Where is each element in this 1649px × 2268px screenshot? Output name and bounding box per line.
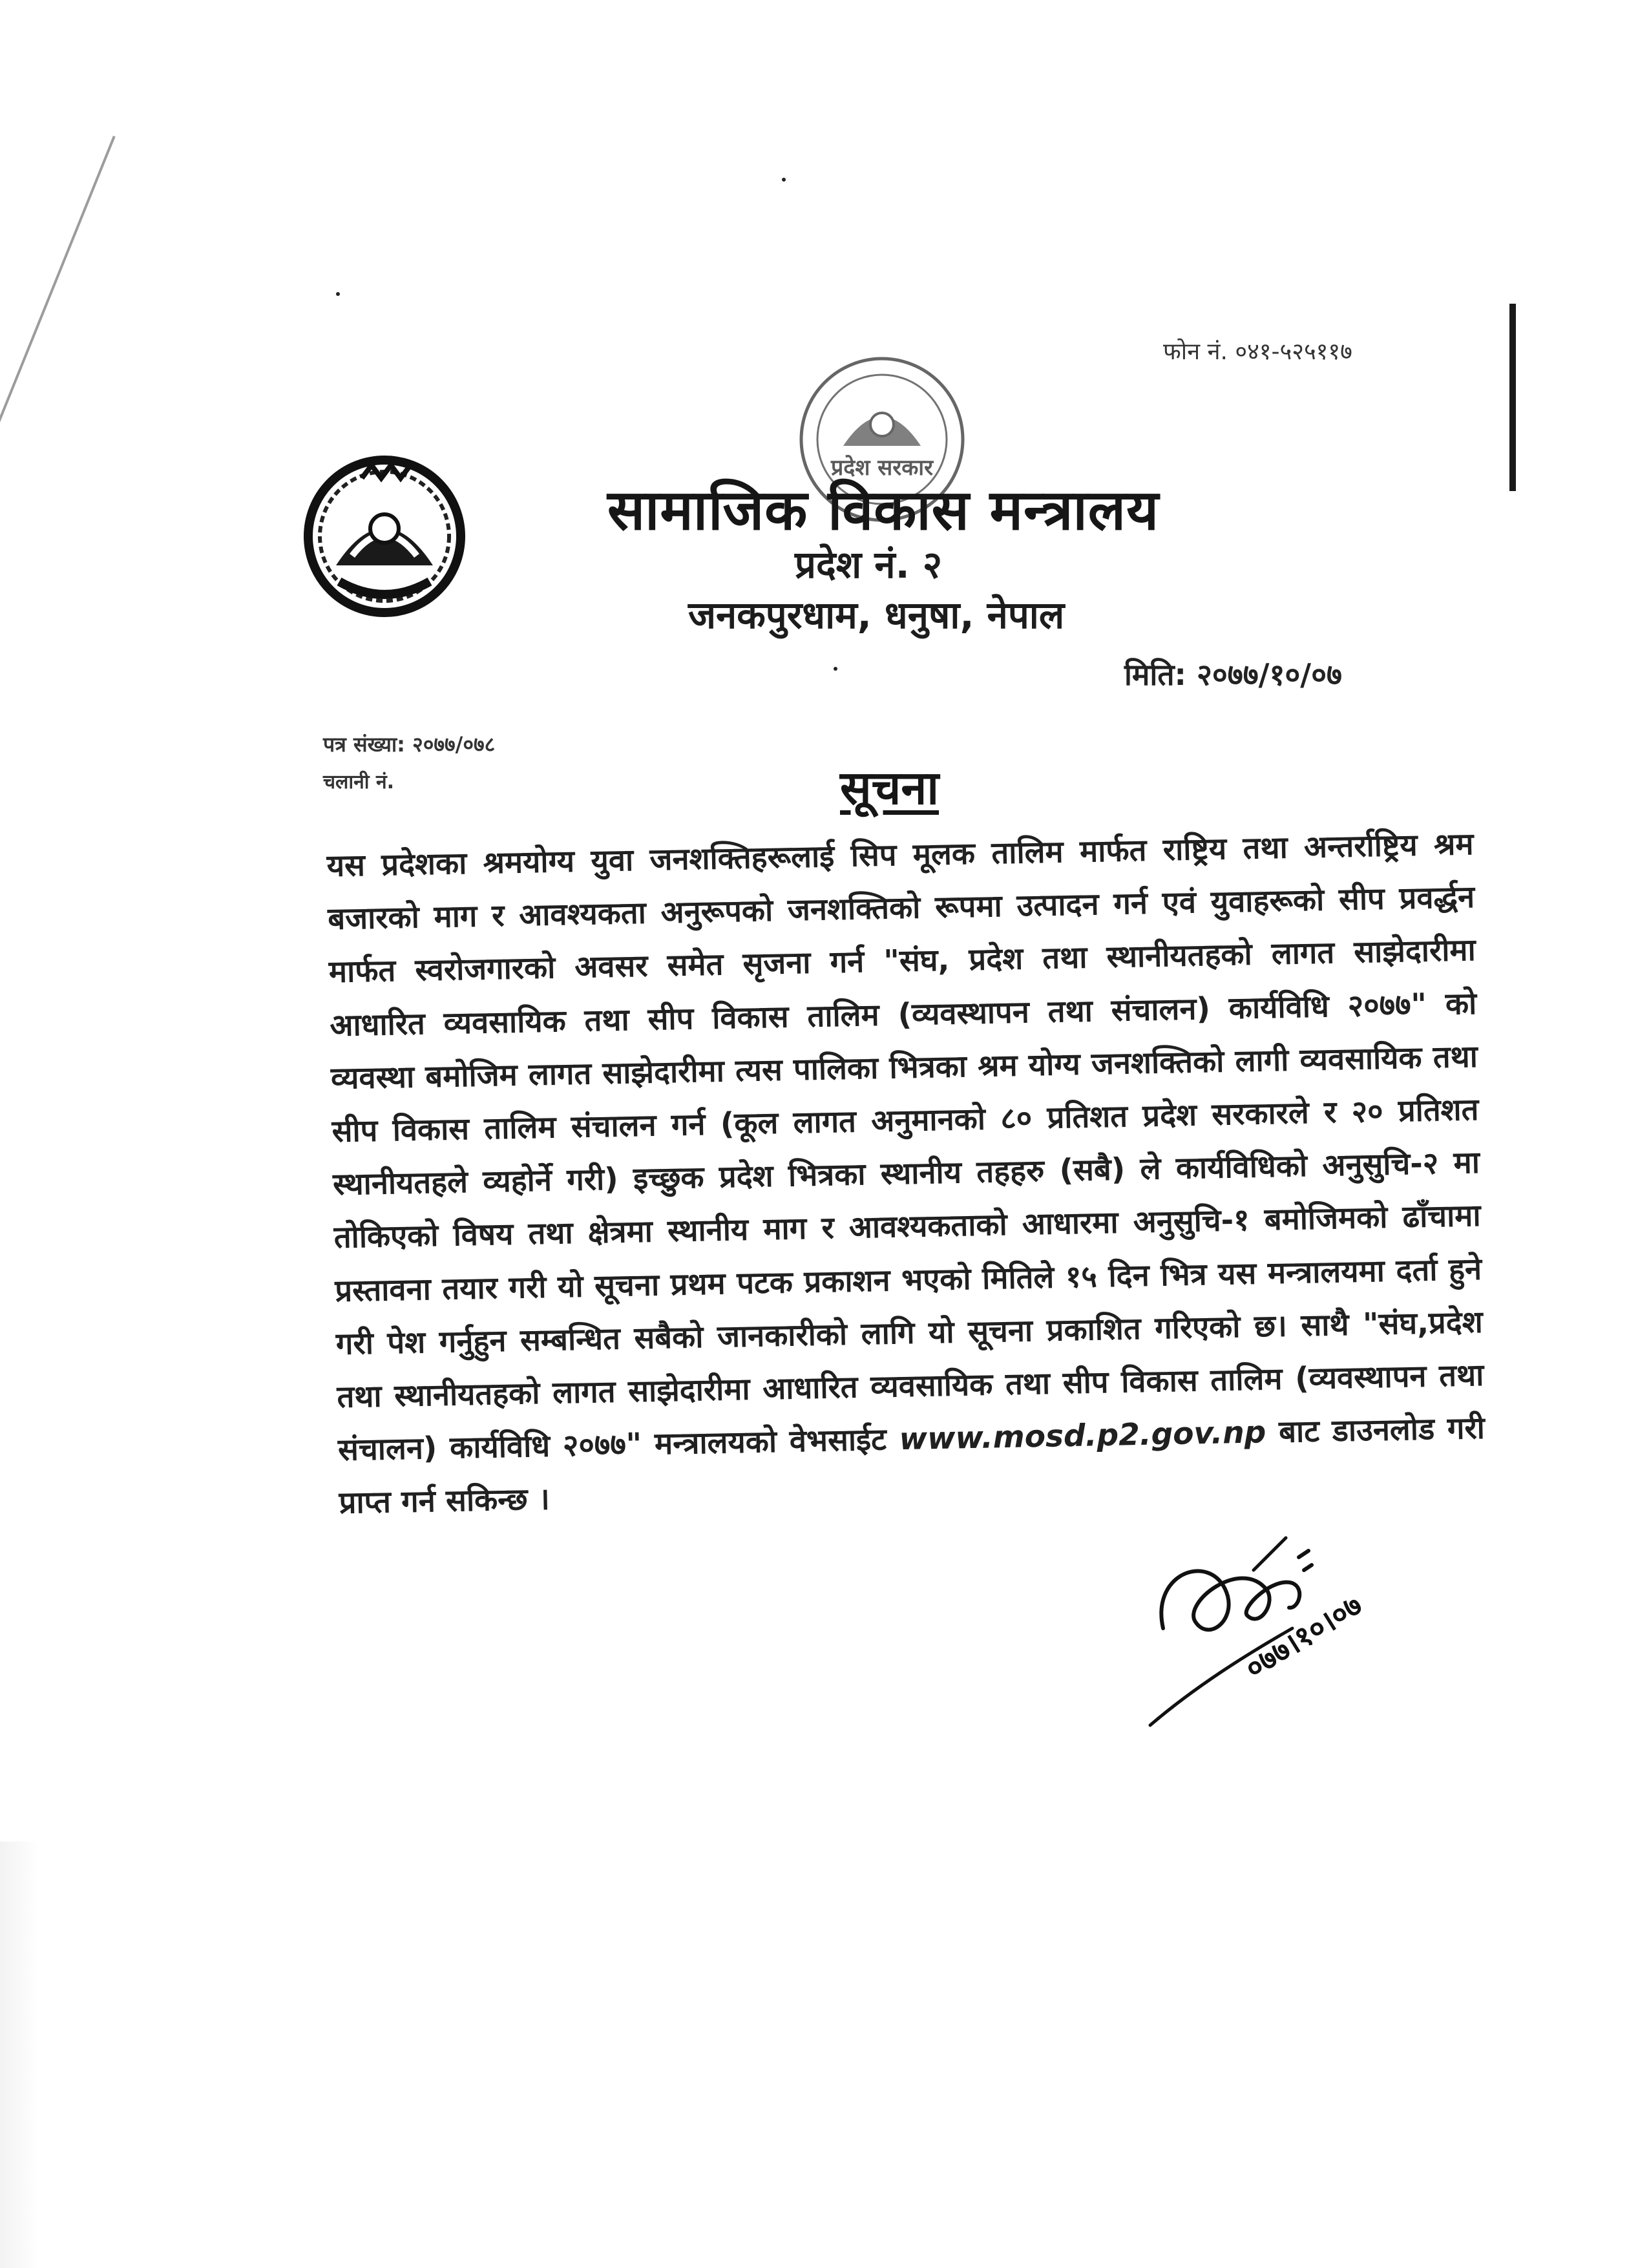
notice-body — [326, 818, 1486, 1531]
signature — [1137, 1531, 1409, 1738]
dispatch-number: चलानी नं. — [323, 771, 395, 793]
notice-body-text: यस प्रदेशका श्रमयोग्य युवा जनशक्तिहरूलाई सिप मूलक तालिम मार्फत राष्ट्रिय तथा अन्तर्राष्ट्रिय श्रम बजारको माग र आवश्यकता अनुरूपको जनशक्तिको रूपमा उत्पादन गर्न एवं युवाहरूको सीप प्रवर्द्धन मार्फत स्वरोजगारको अवसर समेत सृजना गर्न "संघ, प्रदेश तथा स्थानीयतहको लागत साझेदारीमा आधारित व्यवसायिक तथा सीप विकास तालिम (व्यवस्थापन तथा संचालन) कार्यविधि २०७७" को व्यवस्था बमोजिम लागत साझेदारीमा त्यस पालिका भित्रका श्रम योग्य जनशक्तिको लागी व्यवसायिक तथा सीप विकास तालिम संचालन गर्न (कूल लागत अनुमानको ८० प्रतिशत प्रदेश सरकारले र २० प्रतिशत स्थानीयतहले व्यहोर्ने गरी) इच्छुक प्रदेश भित्रका स्थानीय तहहरु (सबै) ले कार्यविधिको अनुसुचि-२ मा तोकिएको विषय तथा क्षेत्रमा स्थानीय माग र आवश्यकताको आधारमा अनुसुचि-१ बमोजिमको ढाँचामा प्रस्तावना तयार गरी यो सूचना प्रथम पटक प्रकाशन भएको मितिले १५ दिन भित्र यस मन्त्रालयमा दर्ता हुने गरी पेश गर्नुहुन सम्बन्धित सबैको जानकारीको लागि यो सूचना प्रकाशित गरिएको छ। साथै "संघ,प्रदेश तथा स्थानीयतहको लागत साझेदारीमा आधारित व्यवसायिक तथा सीप विकास तालिम (व्यवस्थापन तथा संचालन) कार्यविधि २०७७" मन्त्रालयको वेभसाईट — [326, 826, 1484, 1469]
nepal-emblem-icon — [300, 452, 468, 620]
letter-date: मिति: २०७७/१०/०७ — [1124, 657, 1342, 692]
scan-shadow — [0, 1842, 39, 2268]
ministry-name: सामाजिक विकास मन्त्रालय — [607, 478, 1159, 543]
scan-line-artifact — [0, 136, 116, 448]
scan-speck — [782, 178, 786, 182]
scan-speck — [336, 292, 340, 296]
website-link[interactable]: www.mosd.p2.gov.np — [899, 1414, 1266, 1458]
notice-body-end: बाट डाउनलोड गरी प्राप्त गर्न सकिन्छ । — [339, 1410, 1486, 1522]
phone-number: फोन नं. ०४१-५२५११७ — [1163, 339, 1352, 365]
office-address: जनकपुरधाम, धनुषा, नेपाल — [688, 593, 1065, 637]
scan-edge-mark — [1509, 304, 1516, 491]
province-name: प्रदेश नं. २ — [795, 543, 943, 587]
notice-title: सूचना — [840, 761, 940, 815]
stamp-text: प्रदेश सरकार — [830, 455, 934, 481]
scan-speck — [834, 667, 837, 671]
signature-date: ०७७।१०।०७ — [1239, 1587, 1369, 1686]
reference-number: पत्र संख्या: २०७७/०७८ — [323, 732, 496, 757]
